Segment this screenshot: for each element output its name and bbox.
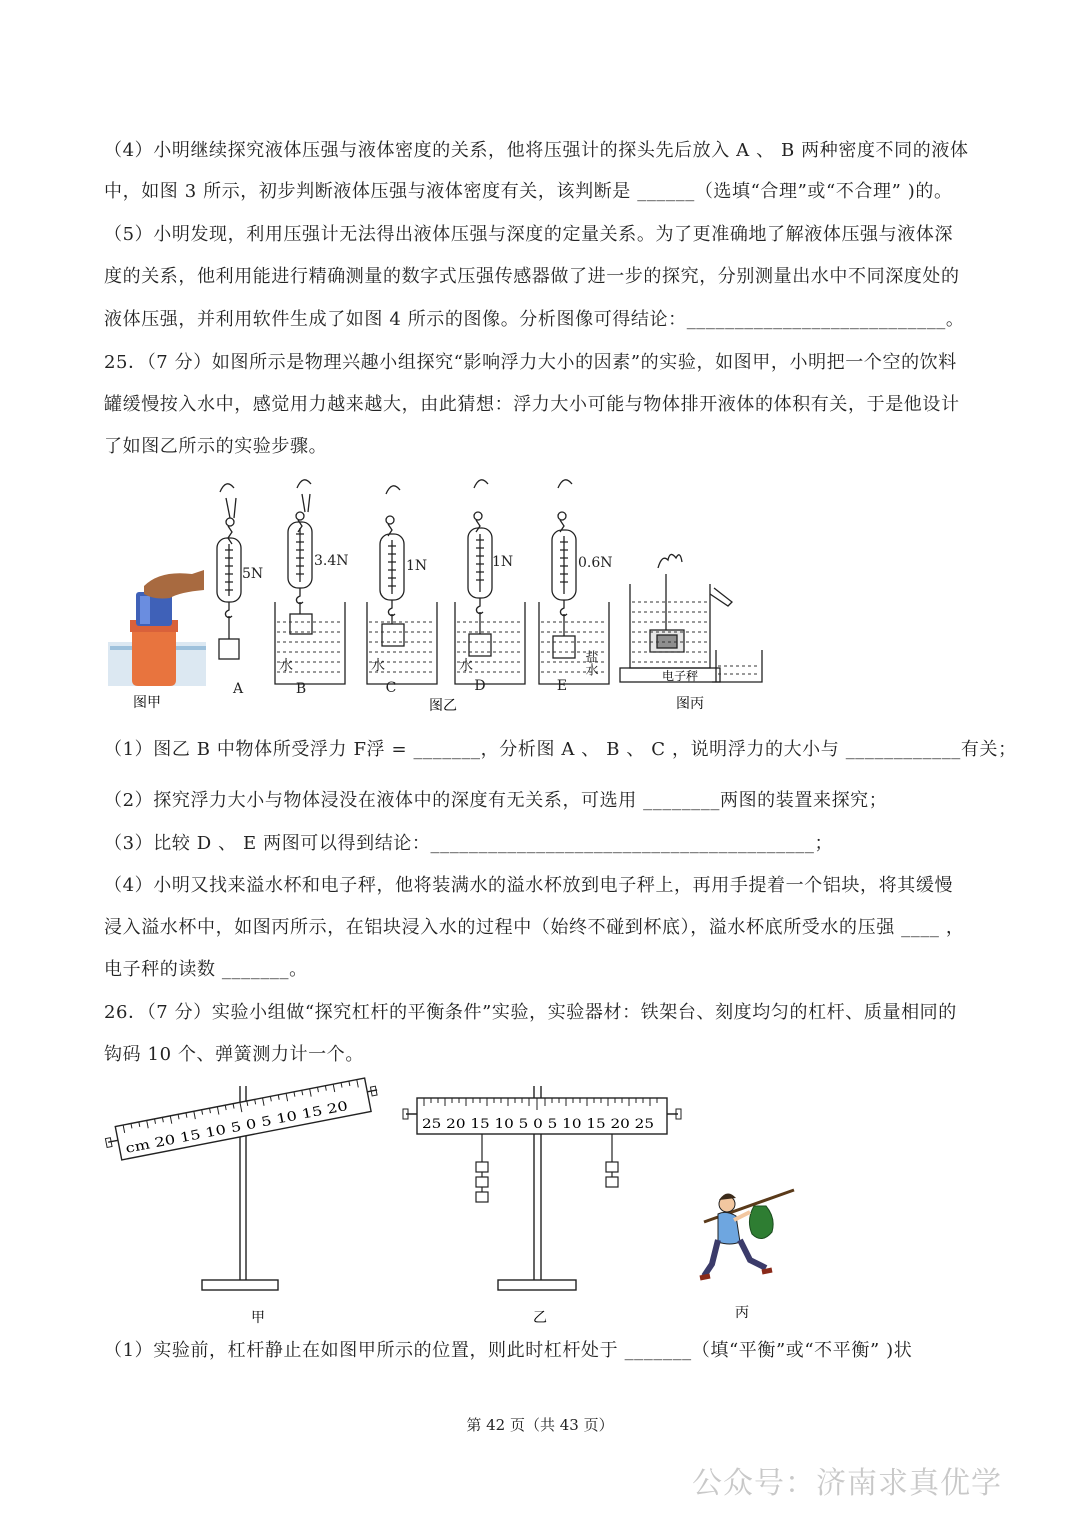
question-24-5-line3: 液体压强，并利用软件生成了如图 4 所示的图像。分析图像可得结论：___________________________。 — [104, 309, 965, 330]
question-24-4-line2: 中，如图 3 所示，初步判断液体压强与液体密度有关，该判断是 ______（选填“合理”或“不合理” )的。 — [104, 181, 953, 202]
label-electronic-scale: 电子秤 — [662, 669, 699, 683]
figure-25-buoyancy — [100, 474, 780, 720]
question-25-2: （2）探究浮力大小与物体浸没在液体中的深度有无关系，可选用 ________两图的装置来探究； — [104, 790, 888, 811]
question-25-4-line1: （4）小明又找来溢水杯和电子秤，他将装满水的溢水杯放到电子秤上，再用手提着一个铝块，将其缓慢 — [104, 875, 954, 896]
figure-bing-overflow — [620, 554, 762, 682]
question-24-5-line1: （5）小明发现，利用压强计无法得出液体压强与深度的定量关系。为了更准确地了解液体压强与液体深 — [104, 224, 954, 245]
meter-d — [455, 480, 525, 684]
label-water-b: 水 — [279, 658, 293, 674]
letter-e: E — [556, 678, 568, 694]
figure-jia-lever — [104, 1076, 381, 1326]
question-26-stem-line1: 26．（7 分）实验小组做“探究杠杆的平衡条件”实验，实验器材：铁架台、刻度均匀的杠杆、质量相同的 — [104, 1002, 957, 1023]
meter-b — [275, 480, 345, 684]
letter-a: A — [232, 681, 244, 697]
question-25-stem-line3: 了如图乙所示的实验步骤。 — [104, 436, 328, 457]
page-footer: 第 42 页（共 43 页） — [466, 1416, 614, 1434]
meter-c — [367, 486, 437, 684]
letter-b: B — [295, 681, 307, 697]
caption-bing: 丙 — [735, 1305, 749, 1321]
figure-26-lever — [100, 1076, 800, 1332]
meter-a — [217, 484, 241, 659]
question-25-stem-line2: 罐缓慢按入水中，感觉用力越来越大，由此猜想：浮力大小可能与物体排开液体的体积有关，于是他设计 — [104, 394, 960, 415]
caption-tu-bing: 图丙 — [676, 696, 704, 712]
caption-tu-jia: 图甲 — [133, 695, 161, 711]
figure-jia-photo — [108, 570, 206, 711]
question-25-3: （3）比较 D 、 E 两图可以得到结论：________________________________________； — [104, 833, 834, 854]
reading-d: 1N — [492, 554, 514, 570]
label-water-c: 水 — [371, 658, 385, 674]
letter-d: D — [474, 678, 486, 694]
water-lines — [277, 622, 607, 672]
figure-bing-person — [700, 1190, 794, 1321]
watermark: 公众号：济南求真优学 — [692, 1466, 1002, 1501]
meter-readings — [242, 553, 613, 582]
label-water-d: 水 — [459, 658, 473, 674]
caption-tu-yi: 图乙 — [429, 698, 457, 714]
question-24-4-line1: （4）小明继续探究液体压强与液体密度的关系，他将压强计的探头先后放入 A 、 B 两种密度不同的液体 — [104, 140, 969, 161]
question-25-4-line3: 电子秤的读数 _______。 — [104, 959, 308, 980]
caption-jia: 甲 — [251, 1310, 265, 1326]
question-26-1: （1）实验前，杠杆静止在如图甲所示的位置，则此时杠杆处于 _______（填“平衡”或“不平衡” )状 — [104, 1340, 913, 1361]
label-salt-water: 盐水 — [582, 650, 598, 676]
reading-e: 0.6N — [578, 555, 613, 571]
question-25-stem-line1: 25．（7 分）如图所示是物理兴趣小组探究“影响浮力大小的因素”的实验，如图甲，小明把一个空的饮料 — [104, 352, 957, 373]
ruler-jia-scale: cm 20 15 10 5 0 5 10 15 20 — [124, 1107, 305, 1157]
meter-e — [539, 480, 609, 684]
letter-c: C — [385, 680, 397, 696]
question-26-stem-line2: 钩码 10 个、弹簧测力计一个。 — [104, 1044, 364, 1065]
meters — [217, 480, 609, 684]
reading-a: 5N — [242, 566, 264, 582]
setup-letters — [232, 678, 567, 697]
question-25-1: （1）图乙 B 中物体所受浮力 F浮 = _______，分析图 A 、 B 、 C ，说明浮力的大小与 ____________有关； — [104, 739, 1017, 760]
reading-c: 1N — [406, 558, 428, 574]
figure-yi-lever — [403, 1086, 681, 1326]
reading-b: 3.4N — [314, 553, 349, 569]
question-24-5-line2: 度的关系，他利用能进行精确测量的数字式压强传感器做了进一步的探究，分别测量出水中不同深度处的 — [104, 266, 960, 287]
ruler-yi-scale: 25 20 15 10 5 0 5 10 15 20 25 — [422, 1117, 654, 1132]
question-25-4-line2: 浸入溢水杯中，如图丙所示，在铝块浸入水的过程中（始终不碰到杯底），溢水杯底所受水的压强 ____ ， — [104, 917, 965, 938]
caption-yi: 乙 — [533, 1310, 547, 1326]
